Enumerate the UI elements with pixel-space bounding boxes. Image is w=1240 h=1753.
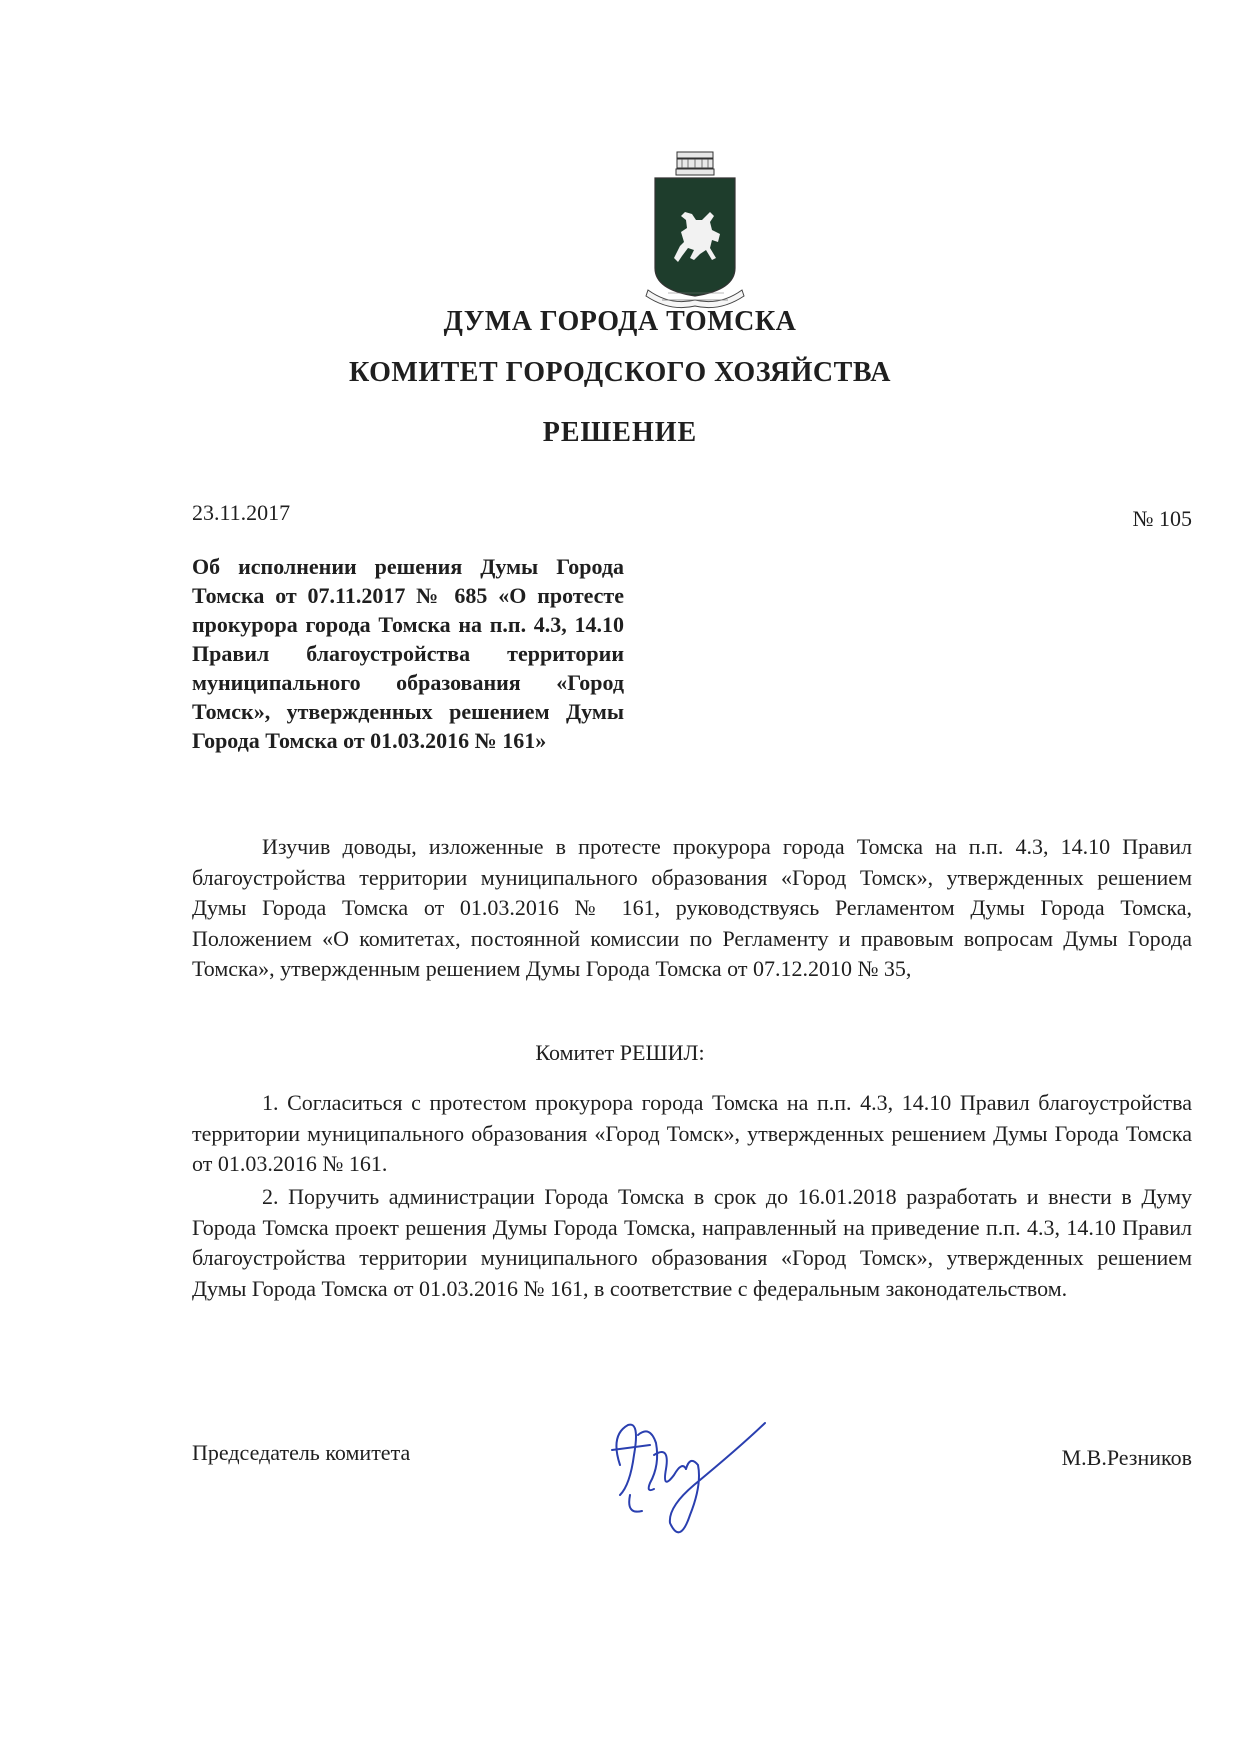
signatory-name: М.В.Резников xyxy=(1061,1445,1192,1470)
coat-of-arms-icon xyxy=(640,150,750,310)
preamble-paragraph: Изучив доводы, изложенные в протесте прокурора города Томска на п.п. 4.3, 14.10 Правил благоустройства территории муниципального образования «Город Томск», утвержденных решением Думы Города Томска от 01.03.2016 № 161, руководствуясь Регламентом Думы Города Томска, Положением «О комитетах, постоянной комиссии по Регламенту и правовым вопросам Думы Города Томска», утвержденным решением Думы Города Томска от 07.12.2010 № 35, xyxy=(192,834,1192,981)
handwritten-signature-icon xyxy=(590,1395,780,1555)
document-date: 23.11.2017 xyxy=(192,500,291,525)
resolution-heading: Комитет РЕШИЛ: xyxy=(535,1040,705,1065)
document-subject: Об исполнении решения Думы Города Томска от 07.11.2017 № 685 «О протесте прокурора города Томска на п.п. 4.3, 14.10 Правил благоустройства территории муниципального образования «Город Томск», утвержденных решением Думы Города Томска от 01.03.2016 № 161» xyxy=(192,554,624,753)
org-title: ДУМА ГОРОДА ТОМСКА xyxy=(443,306,797,337)
document-number: № 105 xyxy=(1132,506,1192,531)
document-type: РЕШЕНИЕ xyxy=(542,417,698,448)
committee-title: КОМИТЕТ ГОРОДСКОГО ХОЗЯЙСТВА xyxy=(349,357,891,388)
resolution-item: 2. Поручить администрации Города Томска в срок до 16.01.2018 разработать и внести в Думу Города Томска проект решения Думы Города Томска, направленный на приведение п.п. 4.3, 14.10 Правил благоустройства территории муниципального образования «Город Томск», утвержденных решением Думы Города Томска от 01.03.2016 № 161, в соответствие с федеральным законодательством. xyxy=(192,1184,1192,1301)
resolution-item: 1. Согласиться с протестом прокурора города Томска на п.п. 4.3, 14.10 Правил благоустройства территории муниципального образования «Город Томск», утвержденных решением Думы Города Томска от 01.03.2016 № 161. xyxy=(192,1090,1192,1176)
signatory-role: Председатель комитета xyxy=(192,1440,411,1465)
